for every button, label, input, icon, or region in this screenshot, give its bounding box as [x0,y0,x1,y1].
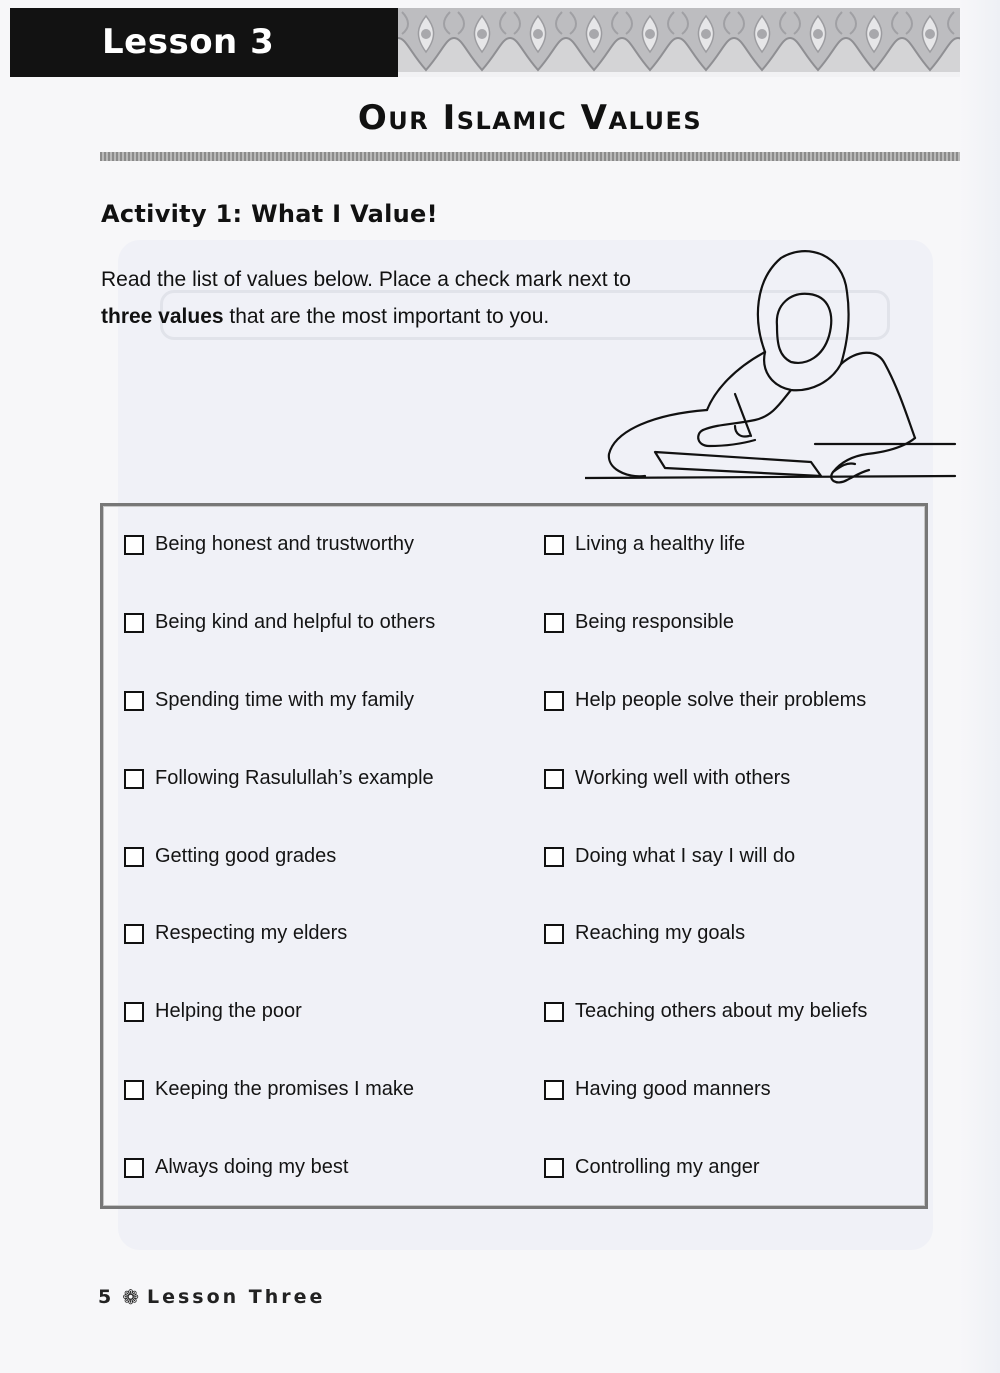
checkbox-empty-icon[interactable] [124,535,144,555]
value-item-right-8[interactable] [544,1078,771,1101]
value-label: Being responsible [575,611,734,633]
instructions-bold: three values [101,305,224,328]
value-item-left-5[interactable] [124,845,336,868]
value-item-right-4[interactable] [544,767,790,790]
title-divider [100,152,960,161]
checkbox-empty-icon[interactable] [544,769,564,789]
value-item-left-7[interactable] [124,1000,302,1023]
value-item-right-7[interactable] [544,1000,867,1023]
value-item-left-9[interactable] [124,1156,348,1179]
checkbox-empty-icon[interactable] [124,769,144,789]
activity-heading: Activity 1: What I Value! [101,200,438,228]
value-item-left-3[interactable] [124,689,414,712]
value-label: Helping the poor [155,1000,302,1022]
checkbox-empty-icon[interactable] [124,613,144,633]
checkbox-empty-icon[interactable] [124,1080,144,1100]
value-item-right-3[interactable] [544,689,866,712]
footer-lesson-name: Lesson Three [147,1286,326,1308]
value-label: Being honest and trustworthy [155,533,415,555]
value-item-left-1[interactable] [124,533,414,556]
value-item-right-9[interactable] [544,1156,760,1179]
instructions-line1: Read the list of values below. Place a check mark next to [101,268,631,291]
value-label: Living a healthy life [575,533,746,555]
page-footer [98,1285,325,1309]
page-number: 5 [98,1286,115,1308]
values-checklist [100,503,928,1209]
lesson-label: Lesson 3 [102,22,275,62]
checkbox-empty-icon[interactable] [544,1158,564,1178]
value-item-right-2[interactable] [544,611,734,634]
value-label: Respecting my elders [155,922,348,944]
value-label: Following Rasulullah’s example [155,767,434,789]
instructions-line2: that are the most important to you. [223,305,550,328]
value-label: Help people solve their problems [575,689,867,711]
value-label: Having good manners [575,1078,771,1100]
checkbox-empty-icon[interactable] [544,691,564,711]
girl-writing-illustration [585,240,965,490]
checkbox-empty-icon[interactable] [124,1158,144,1178]
ornamental-pattern-band [398,8,960,77]
value-label: Working well with others [575,767,791,789]
value-item-left-6[interactable] [124,922,347,945]
lesson-tab [10,8,398,77]
value-label: Reaching my goals [575,922,746,944]
page-title: Our Islamic Values [357,98,703,138]
value-label: Getting good grades [155,845,337,867]
value-item-left-4[interactable] [124,767,434,790]
checkbox-empty-icon[interactable] [544,924,564,944]
value-label: Keeping the promises I make [155,1078,415,1100]
checkbox-empty-icon[interactable] [544,1002,564,1022]
checkbox-empty-icon[interactable] [124,1002,144,1022]
value-label: Spending time with my family [155,689,414,711]
value-item-right-1[interactable] [544,533,745,556]
value-label: Being kind and helpful to others [155,611,436,633]
checkbox-empty-icon[interactable] [544,847,564,867]
value-label: Controlling my anger [575,1156,760,1178]
value-label: Doing what I say I will do [575,845,796,867]
flower-ornament-icon: ❁ [122,1285,139,1309]
checkbox-empty-icon[interactable] [124,924,144,944]
value-item-left-8[interactable] [124,1078,414,1101]
value-item-right-5[interactable] [544,845,795,868]
value-label: Teaching others about my beliefs [575,1000,868,1022]
value-label: Always doing my best [155,1156,349,1178]
arabesque-pattern-icon [398,8,960,77]
value-item-right-6[interactable] [544,922,745,945]
checkbox-empty-icon[interactable] [124,691,144,711]
checkbox-empty-icon[interactable] [544,613,564,633]
checkbox-empty-icon[interactable] [544,1080,564,1100]
page-edge-shade [960,0,1000,1373]
value-item-left-2[interactable] [124,611,435,634]
checkbox-empty-icon[interactable] [544,535,564,555]
checkbox-empty-icon[interactable] [124,847,144,867]
